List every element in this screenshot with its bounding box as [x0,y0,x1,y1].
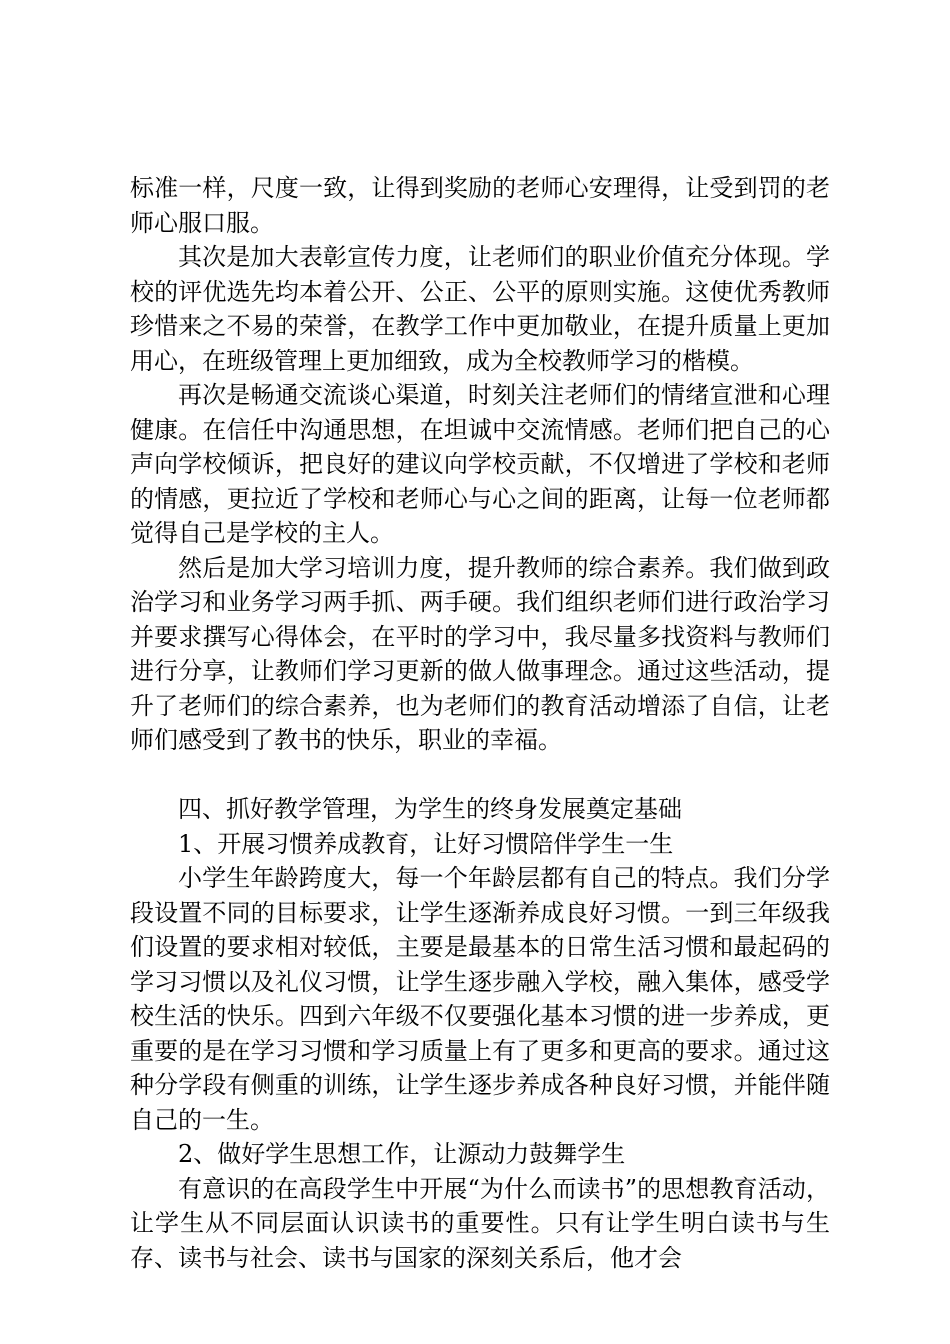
section-spacer [130,758,830,793]
section-heading-teaching-management: 四、抓好教学管理，为学生的终身发展奠定基础 [178,795,682,823]
paragraph-reward-standard: 标准一样，尺度一致，让得到奖励的老师心安理得，让受到罚的老师心服口服。 [130,174,830,237]
paragraph-habit-education: 小学生年龄跨度大，每一个年龄层都有自己的特点。我们分学段设置不同的目标要求，让学生逐渐养成良好习惯。一到三年级我们设置的要求相对较低，主要是最基本的日常生活习惯和最起码的学习习惯以及礼仪习惯，让学生逐步融入学校，融入集体，感受学校生活的快乐。四到六年级不仅要强化基本习惯的进一步养成，更重要的是在学习习惯和学习质量上有了更多和更高的要求。通过这种分学段有侧重的训练，让学生逐步养成各种良好习惯，并能伴随自己的一生。 [130,864,830,1134]
subheading-habit-education: 1、开展习惯养成教育，让好习惯陪伴学生一生 [178,829,674,858]
paragraph-ideological-work: 有意识的在高段学生中开展“为什么而读书”的思想教育活动，让学生从不同层面认识读书的重要性。只有让学生明白读书与生存、读书与社会、读书与国家的深刻关系后，他才会 [130,1174,830,1272]
paragraph-training: 然后是加大学习培训力度，提升教师的综合素养。我们做到政治学习和业务学习两手抓、两手硬。我们组织老师们进行政治学习并要求撰写心得体会，在平时的学习中，我尽量多找资料与教师们进行分享，让教师们学习更新的做人做事理念。通过这些活动，提升了老师们的综合素养，也为老师们的教育活动增添了自信，让老师们感受到了教书的快乐，职业的幸福。 [130,553,830,754]
subheading-ideological-work: 2、做好学生思想工作，让源动力鼓舞学生 [178,1140,626,1168]
document-body [130,171,830,1275]
paragraph-communication: 再次是畅通交流谈心渠道，时刻关注老师们的情绪宣泄和心理健康。在信任中沟通思想，在坦诚中交流情感。老师们把自己的心声向学校倾诉，把良好的建议向学校贡献，不仅增进了学校和老师的情感，更拉近了学校和老师心与心之间的距离，让每一位老师都觉得自己是学校的主人。 [130,381,830,547]
paragraph-commendation: 其次是加大表彰宣传力度，让老师们的职业价值充分体现。学校的评优选先均本着公开、公正、公平的原则实施。这使优秀教师珍惜来之不易的荣誉，在教学工作中更加敬业，在提升质量上更加用心，在班级管理上更加细致，成为全校教师学习的楷模。 [130,243,830,375]
